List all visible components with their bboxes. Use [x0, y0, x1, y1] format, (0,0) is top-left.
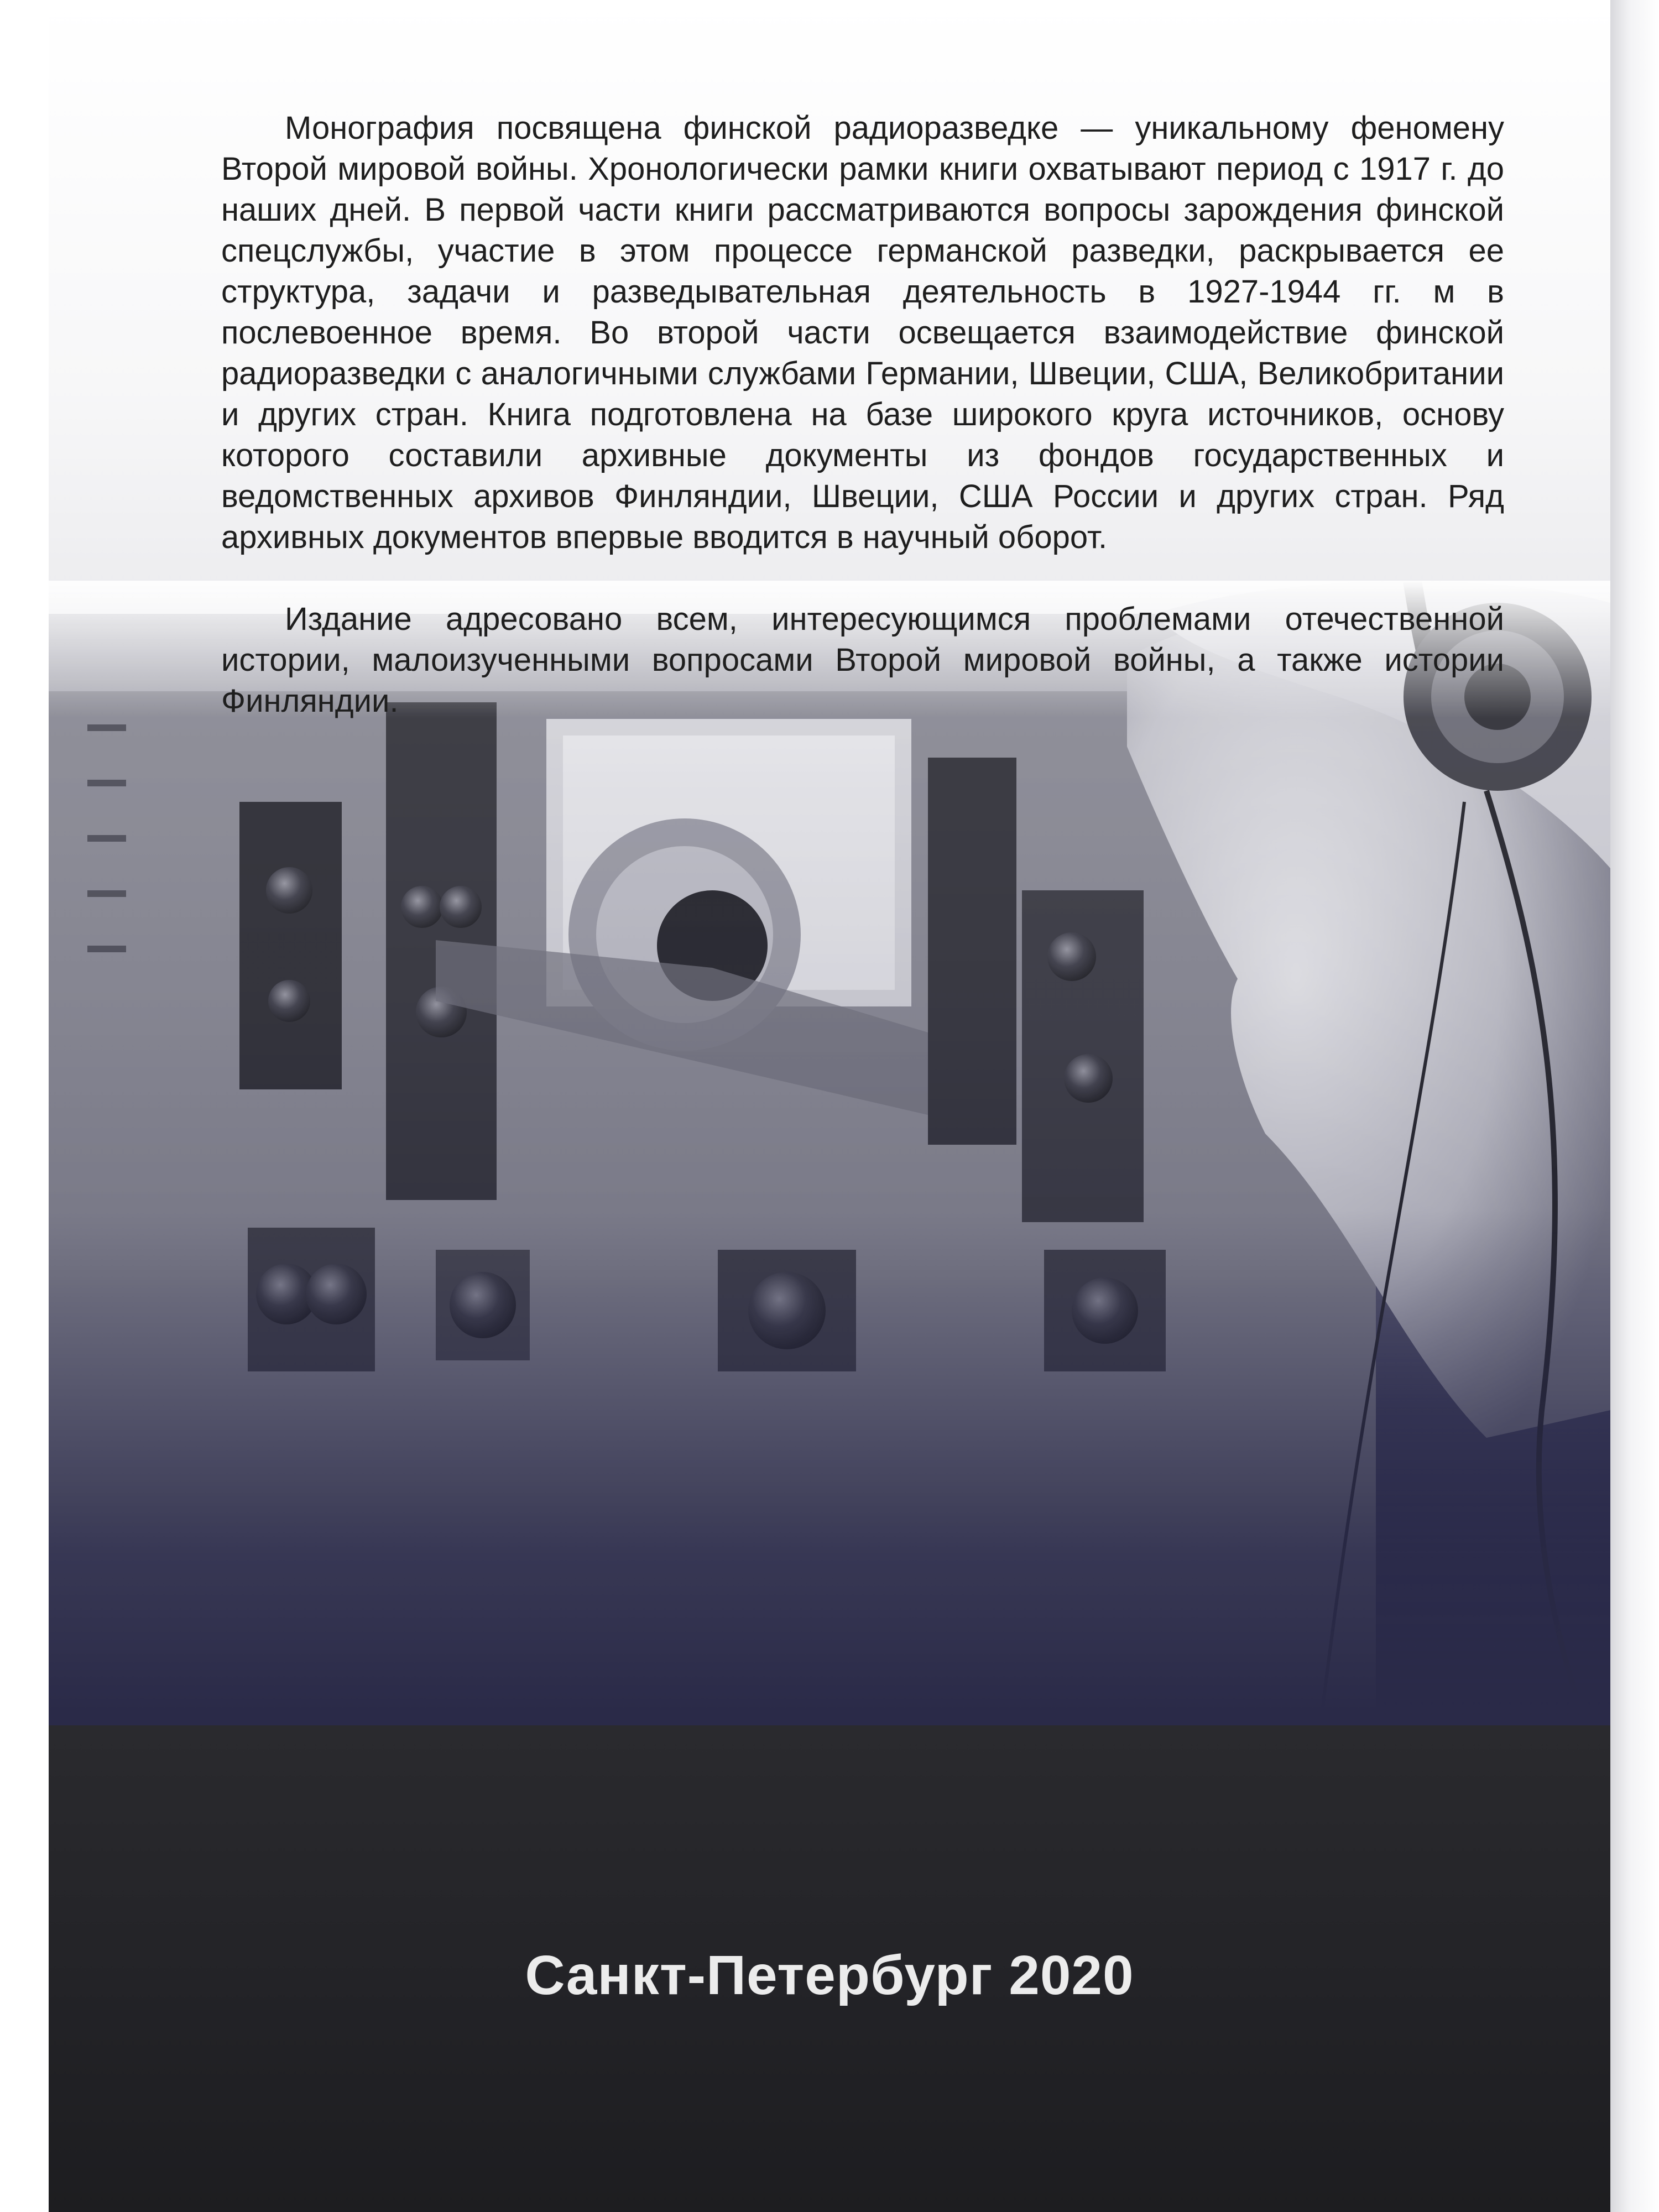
publication-city-year: Санкт-Петербург 2020 — [525, 1944, 1134, 2006]
cover-side-edge — [1610, 0, 1659, 2212]
book-back-cover — [49, 0, 1610, 2212]
book-annotation — [221, 108, 1504, 763]
annotation-paragraph-2: Издание адресовано всем, интересующимся проблемами отечественной истории, малоизученными вопросами Второй мировой войны, а также истории Финляндии. — [221, 601, 1504, 719]
annotation-paragraph-1: Монография посвящена финской радиоразведке — уникальному феномену Второй мировой войны. Хронологически рамки книги охватывают период с 1917 г. до наших дней. В первой части книги рассматриваются вопросы зарождения финской спецслужбы, участие в этом процессе германской разведки, раскрывается ее структура, задачи и разведывательная деятельность в 1927-1944 гг. м в послевоенное время. Во второй части освещается взаимодействие финской радиоразведки с аналогичными службами Германии, Швеции, США, Великобритании и других стран. Книга подготовлена на базе широкого круга источников, основу которого составили архивные документы из фондов государственных и ведомственных архивов Финляндии, Швеции, США России и других стран. Ряд архивных документов впервые вводится в научный оборот. — [221, 110, 1504, 555]
